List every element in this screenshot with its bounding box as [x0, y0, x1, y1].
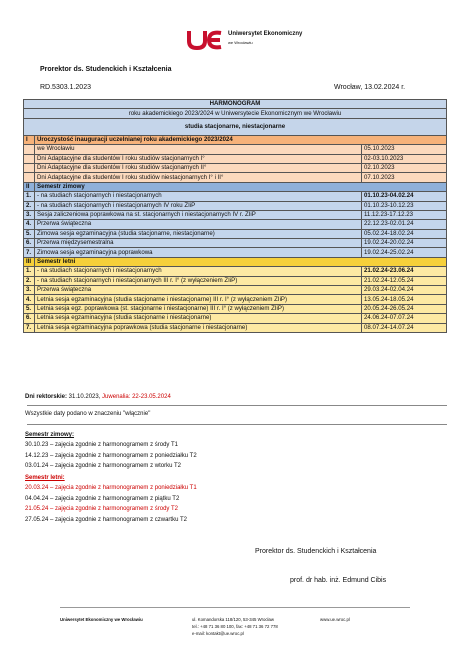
- row-label: Letnia sesja egzaminacyjna (studia stacjonarne i niestacjonarne) III r. I° (z wyłączeniem ZIiP): [35, 295, 362, 304]
- table-row: [24, 154, 447, 163]
- row-date: 11.12.23-17.12.23: [362, 210, 447, 219]
- row-number: 1.: [24, 267, 35, 276]
- row-date: 22.12.23-02.01.24: [362, 220, 447, 229]
- row-number: 6.: [24, 314, 35, 323]
- juwenalia-value: Juwenalia: 22-23.05.2024: [100, 394, 171, 400]
- row-number: [24, 173, 35, 182]
- logo-name-line1: Uniwersytet Ekonomiczny: [228, 31, 303, 37]
- row-label: - na studiach stacjonarnych i niestacjonarnych III r. I° (z wyłączeniem ZIiP): [35, 276, 362, 285]
- row-label: Przerwa świąteczna: [35, 286, 362, 295]
- section-header: [24, 135, 447, 144]
- table-row: [24, 210, 447, 219]
- row-number: 3.: [24, 286, 35, 295]
- university-logo: [187, 28, 303, 50]
- table-row: [24, 220, 447, 229]
- row-number: 6.: [24, 239, 35, 248]
- row-number: 7.: [24, 248, 35, 257]
- row-number: 1.: [24, 192, 35, 201]
- winter-note-item: 14.12.23 – zajęcia zgodnie z harmonogramem z poniedziałku T2: [25, 452, 197, 459]
- row-date: 08.07.24-14.07.24: [362, 323, 447, 332]
- row-label: Letnia sesja egz. poprawkowa (st. stacjonarne i niestacjonarne) III r. I° (z wyłączeniem ZIiP): [35, 304, 362, 313]
- section-number: II: [24, 182, 35, 191]
- table-row: [24, 286, 447, 295]
- row-label: - na studiach stacjonarnych i niestacjonarnych: [35, 267, 362, 276]
- winter-note-item: 03.01.24 – zajęcia zgodnie z harmonogramem z wtorku T2: [25, 463, 181, 470]
- table-row: [24, 239, 447, 248]
- row-date: 01.10.23-10.12.23: [362, 201, 447, 210]
- rector-days: [25, 394, 171, 400]
- row-number: [24, 163, 35, 172]
- row-date: 05.02.24-18.02.24: [362, 229, 447, 238]
- row-label: Sesja zaliczeniowa poprawkowa na st. stacjonarnych i niestacjonarnych IV r. ZIiP: [35, 210, 362, 219]
- row-label: - na studiach stacjonarnych i niestacjonarnych: [35, 192, 362, 201]
- row-label: Dni Adaptacyjne dla studentów I roku studiów stacjonarnych I°: [35, 154, 362, 163]
- table-title: HARMONOGRAM: [24, 100, 447, 109]
- row-date: 21.02.24-23.06.24: [362, 267, 447, 276]
- ue-logo-icon: [187, 28, 225, 50]
- footer-phone: tel.: +48 71 36 80 100, fax: +48 71 36 72 778: [192, 624, 278, 629]
- row-date: 01.10.23-04.02.24: [362, 192, 447, 201]
- row-number: 3.: [24, 210, 35, 219]
- row-label: Przerwa świąteczna: [35, 220, 362, 229]
- table-row: [24, 229, 447, 238]
- winter-note-item: 30.10.23 – zajęcia zgodnie z harmonogramem z środy T1: [25, 442, 178, 449]
- row-label: Przerwa międzysemestralna: [35, 239, 362, 248]
- row-date: 19.02.24-25.02.24: [362, 248, 447, 257]
- rector-days-value: 31.10.2023,: [67, 394, 101, 400]
- section-label: Uroczystość inauguracji uczelnianej roku akademickiego 2023/2024: [35, 135, 447, 144]
- table-row: [24, 304, 447, 313]
- row-label: Letnia sesja egzaminacyjna poprawkowa (studia stacjonarne i niestacjonarne): [35, 323, 362, 332]
- reference-number: RD.5303.1.2023: [40, 84, 91, 91]
- row-date: 19.02.24-20.02.24: [362, 239, 447, 248]
- table-row: [24, 192, 447, 201]
- winter-heading: Semestr zimowy:: [25, 432, 75, 438]
- row-date: 02-03.10.2023: [362, 154, 447, 163]
- summer-heading: Semestr letni:: [25, 475, 65, 481]
- table-row: [24, 163, 447, 172]
- summer-note-item: 27.05.24 – zajęcia zgodnie z harmonogramem z czwartku T2: [25, 516, 187, 523]
- summer-note-item: 20.03.24 – zajęcia zgodnie z harmonogramem z poniedziałku T1: [25, 485, 197, 492]
- row-label: - na studiach stacjonarnych i niestacjonarnych IV roku ZIiP: [35, 201, 362, 210]
- row-number: 2.: [24, 276, 35, 285]
- study-mode: studia stacjonarne, niestacjonarne: [24, 118, 447, 135]
- table-row: [24, 267, 447, 276]
- table-row: [24, 323, 447, 332]
- section-number: I: [24, 135, 35, 144]
- footer-address: ul. Komandorska 118/120, 53-345 Wrocław: [192, 617, 275, 622]
- row-date: 21.02.24-12.05.24: [362, 276, 447, 285]
- footer-divider: [60, 607, 410, 608]
- winter-notes: [25, 430, 197, 472]
- table-row: [24, 314, 447, 323]
- section-header: [24, 257, 447, 266]
- row-date: 02.10.2023: [362, 163, 447, 172]
- schedule-table: [23, 99, 447, 333]
- table-row: [24, 295, 447, 304]
- row-label: Letnia sesja egzaminacyjna (studia stacjonarne i niestacjonarne): [35, 314, 362, 323]
- row-label: Zimowa sesja egzaminacyjna poprawkowa: [35, 248, 362, 257]
- office-title: Prorektor ds. Studenckich i Kształcenia: [40, 66, 172, 73]
- signature-office: Prorektor ds. Studenckich i Kształcenia: [255, 548, 377, 555]
- table-subtitle: roku akademickiego 2023/2024 w Uniwersytecie Ekonomicznym we Wrocławiu: [24, 109, 447, 118]
- section-number: III: [24, 257, 35, 266]
- summer-note-item: 04.04.24 – zajęcia zgodnie z harmonogramem z piątku T2: [25, 495, 180, 502]
- row-number: [24, 154, 35, 163]
- row-label: we Wrocławiu: [35, 145, 362, 154]
- row-label: Dni Adaptacyjne dla studentów I roku studiów niestacjonarnych I° i II°: [35, 173, 362, 182]
- row-number: 5.: [24, 304, 35, 313]
- row-number: [24, 145, 35, 154]
- table-row: [24, 173, 447, 182]
- row-date: 29.03.24-02.04.24: [362, 286, 447, 295]
- divider: [27, 424, 447, 425]
- row-number: 2.: [24, 201, 35, 210]
- row-date: 13.05.24-18.05.24: [362, 295, 447, 304]
- row-date: 07.10.2023: [362, 173, 447, 182]
- row-number: 4.: [24, 220, 35, 229]
- row-label: Zimowa sesja egzaminacyjna (studia stacjonarne, niestacjonarne): [35, 229, 362, 238]
- row-number: 4.: [24, 295, 35, 304]
- table-row: [24, 145, 447, 154]
- footer-org: Uniwersytet Ekonomiczny we Wrocławiu: [60, 617, 143, 622]
- inclusive-note: Wszystkie daty podano w znaczeniu "włącznie": [25, 411, 151, 417]
- section-header: [24, 182, 447, 191]
- row-date: 24.06.24-07.07.24: [362, 314, 447, 323]
- section-label: Semestr letni: [35, 257, 447, 266]
- footer-email[interactable]: e-mail: kontakt@ue.wroc.pl: [192, 631, 244, 636]
- summer-note-item: 21.05.24 – zajęcia zgodnie z harmonogramem z środy T2: [25, 506, 178, 513]
- row-number: 5.: [24, 229, 35, 238]
- table-row: [24, 201, 447, 210]
- row-number: 7.: [24, 323, 35, 332]
- divider: [27, 405, 447, 406]
- summer-notes: [25, 473, 197, 525]
- row-date: 20.05.24-26.05.24: [362, 304, 447, 313]
- row-label: Dni Adaptacyjne dla studentów I roku studiów stacjonarnych II°: [35, 163, 362, 172]
- place-date: Wrocław, 13.02.2024 r.: [334, 84, 406, 91]
- signature-name: prof. dr hab. inż. Edmund Cibis: [290, 577, 387, 584]
- table-row: [24, 248, 447, 257]
- section-label: Semestr zimowy: [35, 182, 447, 191]
- logo-name-line2: we Wrocławiu: [228, 40, 253, 45]
- footer-website[interactable]: www.ue.wroc.pl: [320, 617, 350, 622]
- table-row: [24, 276, 447, 285]
- rector-days-label: Dni rektorskie:: [25, 394, 68, 400]
- row-date: 05.10.2023: [362, 145, 447, 154]
